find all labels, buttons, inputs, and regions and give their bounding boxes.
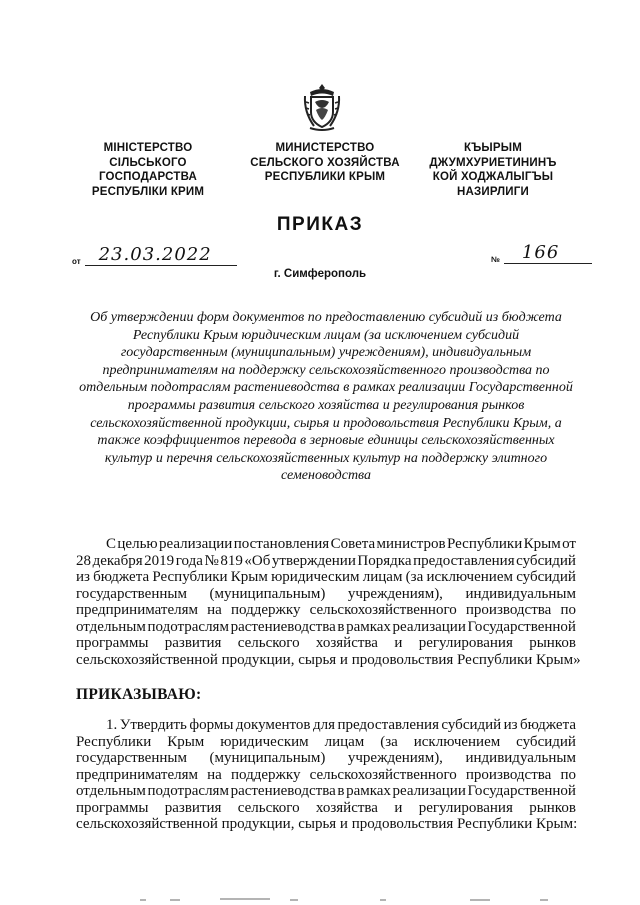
header-line: РЕСПУБЛІКИ КРИМ xyxy=(91,185,205,198)
preamble-paragraph xyxy=(76,536,581,668)
text-line: Республики Крым юридическим лицам (за исключением субсидий xyxy=(132,327,520,343)
date-value: 23.03.2022 xyxy=(85,245,237,266)
text-line: государственным (муниципальным) учреждениям), индивидуальным xyxy=(120,345,532,361)
text-line: 1. Утвердить формы документов для предоставления субсидий из бюджета xyxy=(76,717,576,733)
ministry-name-crimean-tatar xyxy=(418,141,568,199)
scan-artifact-marks xyxy=(140,897,580,903)
header-line: КЪЫРЫМ xyxy=(464,142,522,154)
text-line: предпринимателям на поддержку сельскохозяйственного производства по xyxy=(76,766,576,783)
header-line: РЕСПУБЛИКИ КРЫМ xyxy=(264,171,386,183)
text-line: государственным (муниципальным) учреждениям), индивидуальным xyxy=(76,585,576,602)
ministry-name-ukrainian xyxy=(78,141,218,199)
header-line: НАЗИРЛИГИ xyxy=(457,185,529,198)
text-line: сельскохозяйственной продукции, сырья и продовольствия Республики Крым, а xyxy=(90,415,562,431)
order-number xyxy=(491,243,592,267)
text-line: отдельным подотраслям растениеводства в рамках реализации Государственной xyxy=(76,618,576,635)
number-value: 166 xyxy=(504,243,592,264)
text-line: программы развития сельского хозяйства и регулирования рынков xyxy=(127,397,525,413)
order-date xyxy=(72,245,237,269)
header-line: СЕЛЬСКОГО ХОЗЯЙСТВА xyxy=(250,156,400,169)
text-line: С целью реализации постановления Совета министров Республики Крым от xyxy=(76,536,576,552)
text-line: отдельным подотраслям растениеводства в рамках реализации Государственной xyxy=(79,380,573,396)
header-line: КОЙ ХОДЖАЛЫГЪЫ xyxy=(432,171,554,183)
text-line: сельскохозяйственной продукции, сырья и продовольствия Республики Крым: xyxy=(76,816,578,832)
text-line: сельскохозяйственной продукции, сырья и продовольствия Республики Крым» xyxy=(76,651,581,668)
text-line: из бюджета Республики Крым юридическим лицам (за исключением субсидий xyxy=(76,569,576,585)
header-line: МІНІСТЕРСТВО xyxy=(103,142,193,154)
text-line: отдельным подотраслям растениеводства в рамках реализации Государственной xyxy=(76,783,576,799)
text-line: Об утверждении форм документов по предоставлению субсидий из бюджета xyxy=(90,310,562,325)
text-line: Республики Крым юридическим лицам (за исключением субсидий xyxy=(76,733,576,750)
text-line: государственным (муниципальным) учреждениям), индивидуальным xyxy=(76,750,576,766)
header-line: ДЖУМХУРИЕТИНИНЪ xyxy=(429,156,557,169)
text-line: программы развития сельского хозяйства и регулирования рынков xyxy=(76,635,576,651)
document-title: ПРИКАЗ xyxy=(276,214,364,235)
header-line: ГОСПОДАРСТВА xyxy=(98,171,198,183)
ministry-name-russian xyxy=(240,141,410,185)
text-line: предпринимателям на поддержку сельскохозяйственного производства по xyxy=(102,362,550,378)
text-line: культур и перечня сельскохозяйственных культур на поддержку элитного xyxy=(104,450,548,466)
header-line: СІЛЬСЬКОГО xyxy=(109,156,187,169)
order-directive: ПРИКАЗЫВАЮ: xyxy=(76,686,202,703)
item-1-paragraph xyxy=(76,717,576,833)
date-label: от xyxy=(72,257,81,266)
number-label: № xyxy=(491,255,500,264)
text-line: также коэффициентов перевода в зерновые единицы сельскохозяйственных xyxy=(97,433,555,449)
text-line: предпринимателям на поддержку сельскохозяйственного производства по xyxy=(76,602,576,618)
city: г. Симферополь xyxy=(273,268,367,280)
text-line: 28 декабря 2019 года № 819 «Об утверждении Порядка предоставления субсидий xyxy=(76,552,576,569)
crimea-coat-of-arms-emblem xyxy=(302,82,342,132)
header-line: МИНИСТЕРСТВО xyxy=(275,142,375,154)
order-subject xyxy=(78,309,574,485)
text-line: семеноводства xyxy=(280,468,372,484)
text-line: программы развития сельского хозяйства и регулирования рынков xyxy=(76,799,576,816)
